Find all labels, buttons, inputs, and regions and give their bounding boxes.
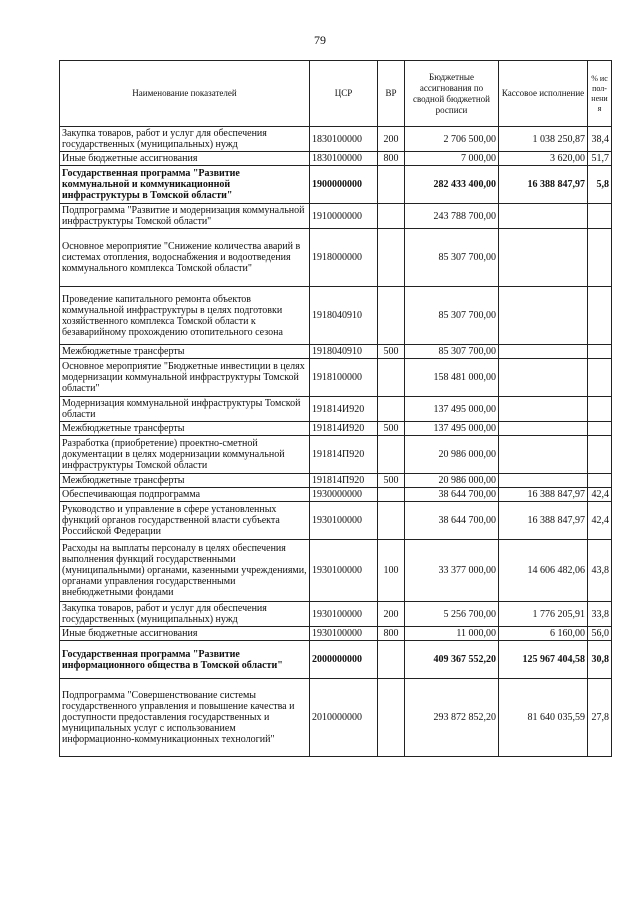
row-cash-cell xyxy=(499,422,588,436)
row-vr-cell xyxy=(378,397,405,422)
row-pct-cell: 27,8 xyxy=(588,679,612,757)
table-row xyxy=(60,488,612,502)
table-row xyxy=(60,502,612,540)
row-budget-cell: 20 986 000,00 xyxy=(405,474,499,488)
row-budget-cell: 7 000,00 xyxy=(405,152,499,166)
row-pct-cell xyxy=(588,397,612,422)
row-csr-cell: 1830100000 xyxy=(310,152,378,166)
row-pct-cell xyxy=(588,345,612,359)
row-name-cell: Подпрограмма "Совершенствование системы государственного управления и повышение качества и доступности предоставления государственных и муниципальных услуг с использованием информационно-коммуникационных технологий" xyxy=(60,679,310,757)
row-budget-cell: 293 872 852,20 xyxy=(405,679,499,757)
row-cash-cell xyxy=(499,359,588,397)
row-vr-cell: 200 xyxy=(378,602,405,627)
table-row xyxy=(60,166,612,204)
row-budget-cell: 243 788 700,00 xyxy=(405,204,499,229)
row-pct-cell: 42,4 xyxy=(588,502,612,540)
row-csr-cell: 1918000000 xyxy=(310,229,378,287)
table-row xyxy=(60,422,612,436)
row-csr-cell: 1900000000 xyxy=(310,166,378,204)
page-number: 79 xyxy=(314,33,326,47)
row-vr-cell: 500 xyxy=(378,474,405,488)
row-csr-cell: 1930100000 xyxy=(310,540,378,602)
row-budget-cell: 409 367 552,20 xyxy=(405,641,499,679)
row-name-cell: Межбюджетные трансферты xyxy=(60,345,310,359)
row-cash-cell xyxy=(499,474,588,488)
row-pct-cell xyxy=(588,204,612,229)
row-name-cell: Иные бюджетные ассигнования xyxy=(60,627,310,641)
header-csr: ЦСР xyxy=(310,61,378,127)
table-row xyxy=(60,359,612,397)
header-pct: % испол-нения xyxy=(588,61,612,127)
table-header-row xyxy=(60,61,612,127)
row-csr-cell: 1830100000 xyxy=(310,127,378,152)
row-name-cell: Государственная программа "Развитие информационного общества в Томской области" xyxy=(60,641,310,679)
row-cash-cell xyxy=(499,345,588,359)
row-cash-cell: 6 160,00 xyxy=(499,627,588,641)
row-cash-cell: 1 038 250,87 xyxy=(499,127,588,152)
row-pct-cell xyxy=(588,359,612,397)
row-vr-cell xyxy=(378,488,405,502)
row-name-cell: Закупка товаров, работ и услуг для обеспечения государственных (муниципальных) нужд xyxy=(60,602,310,627)
row-csr-cell: 1918040910 xyxy=(310,287,378,345)
header-vr: ВР xyxy=(378,61,405,127)
table-row xyxy=(60,436,612,474)
row-cash-cell: 3 620,00 xyxy=(499,152,588,166)
row-cash-cell xyxy=(499,436,588,474)
row-pct-cell: 42,4 xyxy=(588,488,612,502)
row-cash-cell: 125 967 404,58 xyxy=(499,641,588,679)
row-pct-cell: 51,7 xyxy=(588,152,612,166)
row-budget-cell: 38 644 700,00 xyxy=(405,488,499,502)
row-pct-cell: 33,8 xyxy=(588,602,612,627)
row-pct-cell xyxy=(588,229,612,287)
row-name-cell: Основное мероприятие "Бюджетные инвестиции в целях модернизации коммунальной инфраструктуры Томской области" xyxy=(60,359,310,397)
row-vr-cell: 500 xyxy=(378,345,405,359)
row-pct-cell xyxy=(588,287,612,345)
row-name-cell: Модернизация коммунальной инфраструктуры Томской области xyxy=(60,397,310,422)
row-csr-cell: 2010000000 xyxy=(310,679,378,757)
row-csr-cell: 2000000000 xyxy=(310,641,378,679)
table-row xyxy=(60,229,612,287)
row-name-cell: Подпрограмма "Развитие и модернизация коммунальной инфраструктуры Томской области" xyxy=(60,204,310,229)
row-cash-cell xyxy=(499,229,588,287)
row-pct-cell: 38,4 xyxy=(588,127,612,152)
table-row xyxy=(60,127,612,152)
row-cash-cell: 16 388 847,97 xyxy=(499,166,588,204)
row-name-cell: Государственная программа "Развитие коммунальной и коммуникационной инфраструктуры в Томской области" xyxy=(60,166,310,204)
row-budget-cell: 85 307 700,00 xyxy=(405,229,499,287)
row-vr-cell xyxy=(378,229,405,287)
row-budget-cell: 137 495 000,00 xyxy=(405,422,499,436)
row-name-cell: Основное мероприятие "Снижение количества аварий в системах отопления, водоснабжения и водоотведения коммунального комплекса Томской области" xyxy=(60,229,310,287)
row-budget-cell: 2 706 500,00 xyxy=(405,127,499,152)
row-cash-cell: 81 640 035,59 xyxy=(499,679,588,757)
row-pct-cell: 5,8 xyxy=(588,166,612,204)
row-budget-cell: 85 307 700,00 xyxy=(405,345,499,359)
table-row xyxy=(60,627,612,641)
row-budget-cell: 158 481 000,00 xyxy=(405,359,499,397)
row-name-cell: Межбюджетные трансферты xyxy=(60,474,310,488)
table-row xyxy=(60,397,612,422)
row-vr-cell xyxy=(378,641,405,679)
row-budget-cell: 5 256 700,00 xyxy=(405,602,499,627)
row-vr-cell xyxy=(378,436,405,474)
row-budget-cell: 282 433 400,00 xyxy=(405,166,499,204)
table-row xyxy=(60,602,612,627)
budget-table xyxy=(59,60,612,757)
row-name-cell: Проведение капитального ремонта объектов коммунальной инфраструктуры в целях подготовки хозяйственного комплекса Томской области к безаварийному прохождению отопительного сезона xyxy=(60,287,310,345)
row-pct-cell: 56,0 xyxy=(588,627,612,641)
row-cash-cell: 16 388 847,97 xyxy=(499,488,588,502)
row-budget-cell: 20 986 000,00 xyxy=(405,436,499,474)
header-budget: Бюджетные ассигнования по сводной бюджетной росписи xyxy=(405,61,499,127)
row-csr-cell: 1918040910 xyxy=(310,345,378,359)
row-vr-cell: 800 xyxy=(378,627,405,641)
table-row xyxy=(60,540,612,602)
row-name-cell: Расходы на выплаты персоналу в целях обеспечения выполнения функций государственными (муниципальными) органами, казенными учреждениями, органами управления государственными внебюджетными фондами xyxy=(60,540,310,602)
row-cash-cell: 1 776 205,91 xyxy=(499,602,588,627)
table-row xyxy=(60,474,612,488)
row-name-cell: Иные бюджетные ассигнования xyxy=(60,152,310,166)
row-pct-cell: 30,8 xyxy=(588,641,612,679)
table-row xyxy=(60,152,612,166)
row-csr-cell: 1930100000 xyxy=(310,502,378,540)
row-pct-cell: 43,8 xyxy=(588,540,612,602)
row-csr-cell: 1930100000 xyxy=(310,602,378,627)
row-vr-cell xyxy=(378,502,405,540)
row-cash-cell: 16 388 847,97 xyxy=(499,502,588,540)
row-vr-cell xyxy=(378,359,405,397)
row-cash-cell xyxy=(499,204,588,229)
header-name: Наименование показателей xyxy=(60,61,310,127)
row-vr-cell: 200 xyxy=(378,127,405,152)
row-vr-cell: 500 xyxy=(378,422,405,436)
table-row xyxy=(60,345,612,359)
row-csr-cell: 191814И920 xyxy=(310,397,378,422)
row-vr-cell: 800 xyxy=(378,152,405,166)
row-cash-cell: 14 606 482,06 xyxy=(499,540,588,602)
row-csr-cell: 191814П920 xyxy=(310,474,378,488)
row-name-cell: Обеспечивающая подпрограмма xyxy=(60,488,310,502)
row-budget-cell: 85 307 700,00 xyxy=(405,287,499,345)
row-pct-cell xyxy=(588,422,612,436)
row-name-cell: Закупка товаров, работ и услуг для обеспечения государственных (муниципальных) нужд xyxy=(60,127,310,152)
row-budget-cell: 11 000,00 xyxy=(405,627,499,641)
table-row xyxy=(60,679,612,757)
row-vr-cell xyxy=(378,287,405,345)
row-vr-cell xyxy=(378,679,405,757)
table-row xyxy=(60,641,612,679)
row-pct-cell xyxy=(588,474,612,488)
table-row xyxy=(60,204,612,229)
row-csr-cell: 1930000000 xyxy=(310,488,378,502)
header-cash: Кассовое исполнение xyxy=(499,61,588,127)
row-pct-cell xyxy=(588,436,612,474)
row-cash-cell xyxy=(499,287,588,345)
row-vr-cell xyxy=(378,166,405,204)
row-cash-cell xyxy=(499,397,588,422)
row-budget-cell: 38 644 700,00 xyxy=(405,502,499,540)
row-csr-cell: 1910000000 xyxy=(310,204,378,229)
row-csr-cell: 1918100000 xyxy=(310,359,378,397)
row-budget-cell: 137 495 000,00 xyxy=(405,397,499,422)
row-vr-cell xyxy=(378,204,405,229)
row-vr-cell: 100 xyxy=(378,540,405,602)
row-csr-cell: 191814П920 xyxy=(310,436,378,474)
table-row xyxy=(60,287,612,345)
row-name-cell: Руководство и управление в сфере установленных функций органов государственной власти субъекта Российской Федерации xyxy=(60,502,310,540)
row-csr-cell: 191814И920 xyxy=(310,422,378,436)
row-csr-cell: 1930100000 xyxy=(310,627,378,641)
row-name-cell: Разработка (приобретение) проектно-сметной документации в целях модернизации коммунальной инфраструктуры Томской области xyxy=(60,436,310,474)
row-budget-cell: 33 377 000,00 xyxy=(405,540,499,602)
row-name-cell: Межбюджетные трансферты xyxy=(60,422,310,436)
